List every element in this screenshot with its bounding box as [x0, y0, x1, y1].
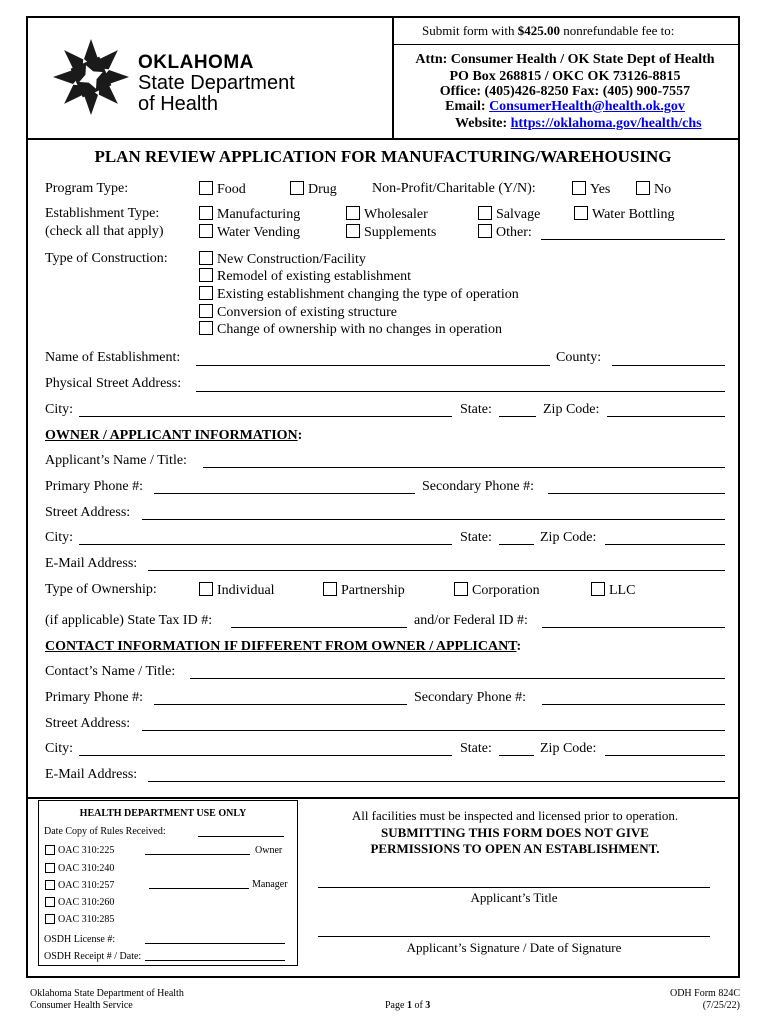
city-field[interactable]	[79, 416, 452, 417]
county-field[interactable]	[612, 365, 725, 366]
owner-city-label: City:	[45, 530, 74, 545]
footer-page-number: Page 1 of 3	[385, 1000, 431, 1011]
owner-state-field[interactable]	[499, 544, 534, 545]
date-copy-label: Date Copy of Rules Received:	[44, 826, 166, 837]
contact-state-field[interactable]	[499, 755, 534, 756]
date-copy-field[interactable]	[198, 836, 284, 837]
footer-form-number: ODH Form 824C	[669, 988, 740, 999]
oac-240-label: OAC 310:240	[58, 863, 115, 874]
est-wholesaler-option[interactable]: Wholesaler	[346, 206, 428, 223]
footer-agency: Oklahoma State Department of Health	[30, 988, 184, 999]
contact-secondary-phone-label: Secondary Phone #:	[414, 690, 526, 705]
construction-option-2[interactable]: Existing establishment changing the type of operation	[199, 286, 519, 303]
other-field[interactable]	[541, 239, 725, 240]
logo-oklahoma: OKLAHOMA	[138, 52, 254, 73]
applicant-title-field[interactable]	[318, 887, 710, 888]
physical-address-field[interactable]	[196, 391, 725, 392]
program-food-option[interactable]: Food	[199, 181, 246, 198]
owner-email-label: E-Mail Address:	[45, 556, 138, 571]
est-other-option[interactable]: Other:	[478, 224, 532, 241]
establishment-type-label: Establishment Type:	[45, 206, 160, 221]
program-type-label: Program Type:	[45, 181, 129, 196]
contact-zip-label: Zip Code:	[540, 741, 597, 756]
salvage-checkbox[interactable]	[478, 206, 492, 220]
est-supplements-option[interactable]: Supplements	[346, 224, 436, 241]
owner-street-field[interactable]	[142, 519, 725, 520]
physical-address-label: Physical Street Address:	[45, 376, 182, 391]
email-line: Email: ConsumerHealth@health.ok.gov	[445, 99, 685, 114]
owner-primary-phone-field[interactable]	[154, 493, 415, 494]
footer-form-date: (7/25/22)	[702, 1000, 740, 1011]
federal-id-field[interactable]	[542, 627, 725, 628]
federal-id-label: and/or Federal ID #:	[414, 613, 528, 628]
website-line: Website: https://oklahoma.gov/health/chs	[455, 116, 702, 131]
llc-checkbox[interactable]	[591, 582, 605, 596]
est-water-vending-option[interactable]: Water Vending	[199, 224, 300, 241]
checkbox[interactable]	[199, 286, 213, 300]
contact-street-field[interactable]	[142, 730, 725, 731]
owner-heading: OWNER / APPLICANT INFORMATION:	[45, 428, 303, 443]
office-use-heading: HEALTH DEPARTMENT USE ONLY	[79, 808, 247, 819]
office-fax-line: Office: (405)426-8250 Fax: (405) 900-7557	[439, 84, 691, 99]
county-label: County:	[556, 350, 602, 365]
applicant-title-caption: Applicant’s Title	[470, 890, 558, 905]
nonprofit-label: Non-Profit/Charitable (Y/N):	[372, 181, 536, 196]
program-drug-option[interactable]: Drug	[290, 181, 337, 198]
submission-warning-2: PERMISSIONS TO OPEN AN ESTABLISHMENT.	[370, 841, 660, 856]
osdh-license-label: OSDH License #:	[44, 934, 116, 945]
zip-field[interactable]	[607, 416, 725, 417]
po-box-line: PO Box 268815 / OKC OK 73126-8815	[449, 69, 681, 84]
inspection-notice: All facilities must be inspected and licensed prior to operation.	[351, 808, 679, 823]
checkbox[interactable]	[199, 268, 213, 282]
water-vending-checkbox[interactable]	[199, 224, 213, 238]
ownership-individual-option[interactable]: Individual	[199, 582, 275, 599]
owner-street-label: Street Address:	[45, 505, 131, 520]
est-water-bottling-option[interactable]: Water Bottling	[574, 206, 674, 223]
food-checkbox[interactable]	[199, 181, 213, 195]
owner-email-field[interactable]	[148, 570, 725, 571]
other-checkbox[interactable]	[478, 224, 492, 238]
contact-heading: CONTACT INFORMATION IF DIFFERENT FROM OWNER / APPLICANT:	[45, 639, 522, 654]
check-all-note: (check all that apply)	[45, 224, 164, 239]
contact-secondary-phone-field[interactable]	[542, 704, 725, 705]
city-label: City:	[45, 402, 74, 417]
manager-signoff-label: Manager	[252, 879, 288, 890]
owner-primary-phone-label: Primary Phone #:	[45, 479, 143, 494]
owner-zip-field[interactable]	[605, 544, 725, 545]
corporation-checkbox[interactable]	[454, 582, 468, 596]
logo-of-health: of Health	[138, 93, 219, 115]
construction-option-1[interactable]: Remodel of existing establishment	[199, 268, 411, 285]
oac-240-checkbox[interactable]	[45, 863, 55, 873]
submit-instructions: Submit form with $425.00 nonrefundable fee to:	[422, 23, 675, 38]
applicant-name-label: Applicant’s Name / Title:	[45, 453, 187, 468]
contact-zip-field[interactable]	[605, 755, 725, 756]
applicant-signature-caption: Applicant’s Signature / Date of Signature	[406, 940, 622, 955]
bottom-divider	[26, 797, 740, 799]
oac-260-checkbox[interactable]	[45, 897, 55, 907]
contact-city-label: City:	[45, 741, 74, 756]
state-tax-id-field[interactable]	[231, 627, 407, 628]
ownership-corporation-option[interactable]: Corporation	[454, 582, 540, 599]
nonprofit-yes-option[interactable]: Yes	[572, 181, 610, 198]
owner-secondary-phone-field[interactable]	[548, 493, 725, 494]
applicant-signature-field[interactable]	[318, 936, 710, 937]
supplements-checkbox[interactable]	[346, 224, 360, 238]
oac-257-checkbox[interactable]	[45, 880, 55, 890]
owner-zip-label: Zip Code:	[540, 530, 597, 545]
owner-secondary-phone-label: Secondary Phone #:	[422, 479, 534, 494]
oac-225-label: OAC 310:225	[58, 845, 115, 856]
applicant-name-field[interactable]	[203, 467, 725, 468]
header-vertical-divider	[392, 16, 394, 139]
zip-label: Zip Code:	[543, 402, 600, 417]
contact-city-field[interactable]	[79, 755, 452, 756]
osdh-receipt-field[interactable]	[145, 960, 285, 961]
owner-state-label: State:	[460, 530, 492, 545]
establishment-name-field[interactable]	[196, 365, 550, 366]
ownership-type-label: Type of Ownership:	[45, 582, 157, 597]
contact-primary-phone-field[interactable]	[154, 704, 407, 705]
logo-state-department: State Department	[138, 72, 295, 94]
footer-service: Consumer Health Service	[30, 1000, 133, 1011]
contact-email-field[interactable]	[148, 781, 725, 782]
est-salvage-option[interactable]: Salvage	[478, 206, 540, 223]
oac-260-label: OAC 310:260	[58, 897, 115, 908]
state-label: State:	[460, 402, 492, 417]
contact-street-label: Street Address:	[45, 716, 131, 731]
checkbox[interactable]	[199, 251, 213, 265]
owner-signoff-field[interactable]	[145, 854, 250, 855]
attn-line: Attn: Consumer Health / OK State Dept of Health	[415, 52, 715, 67]
ownership-partnership-option[interactable]: Partnership	[323, 582, 405, 599]
construction-option-3[interactable]: Conversion of existing structure	[199, 304, 397, 321]
owner-city-field[interactable]	[79, 544, 452, 545]
wholesaler-checkbox[interactable]	[346, 206, 360, 220]
manufacturing-checkbox[interactable]	[199, 206, 213, 220]
oac-285-checkbox[interactable]	[45, 914, 55, 924]
osdh-receipt-label: OSDH Receipt # / Date:	[44, 951, 142, 962]
form-title: PLAN REVIEW APPLICATION FOR MANUFACTURING/WAREHOUSING	[94, 147, 672, 166]
submission-warning-1: SUBMITTING THIS FORM DOES NOT GIVE	[381, 825, 649, 840]
no-checkbox[interactable]	[636, 181, 650, 195]
est-manufacturing-option[interactable]: Manufacturing	[199, 206, 300, 223]
establishment-name-label: Name of Establishment:	[45, 350, 181, 365]
star-logo-icon	[50, 36, 132, 118]
construction-option-0[interactable]: New Construction/Facility	[199, 251, 366, 268]
owner-signoff-label: Owner	[255, 845, 283, 856]
email-link[interactable]: ConsumerHealth@health.ok.gov	[489, 99, 685, 114]
checkbox[interactable]	[199, 304, 213, 318]
contact-email-label: E-Mail Address:	[45, 767, 138, 782]
checkbox[interactable]	[199, 321, 213, 335]
yes-checkbox[interactable]	[572, 181, 586, 195]
contact-name-field[interactable]	[190, 678, 725, 679]
contact-name-label: Contact’s Name / Title:	[45, 664, 176, 679]
oac-225-checkbox[interactable]	[45, 845, 55, 855]
header-divider	[26, 138, 740, 140]
partnership-checkbox[interactable]	[323, 582, 337, 596]
oac-285-label: OAC 310:285	[58, 914, 115, 925]
osdh-license-field[interactable]	[145, 943, 285, 944]
contact-primary-phone-label: Primary Phone #:	[45, 690, 143, 705]
header-right-divider	[392, 44, 740, 45]
ownership-llc-option[interactable]: LLC	[591, 582, 635, 599]
drug-checkbox[interactable]	[290, 181, 304, 195]
manager-signoff-field[interactable]	[149, 888, 249, 889]
website-link[interactable]: https://oklahoma.gov/health/chs	[510, 116, 702, 131]
state-tax-id-label: (if applicable) State Tax ID #:	[45, 613, 213, 628]
water-bottling-checkbox[interactable]	[574, 206, 588, 220]
state-field[interactable]	[499, 416, 536, 417]
contact-state-label: State:	[460, 741, 492, 756]
nonprofit-no-option[interactable]: No	[636, 181, 671, 198]
construction-label: Type of Construction:	[45, 251, 168, 266]
construction-option-4[interactable]: Change of ownership with no changes in operation	[199, 321, 502, 338]
individual-checkbox[interactable]	[199, 582, 213, 596]
oac-257-label: OAC 310:257	[58, 880, 115, 891]
